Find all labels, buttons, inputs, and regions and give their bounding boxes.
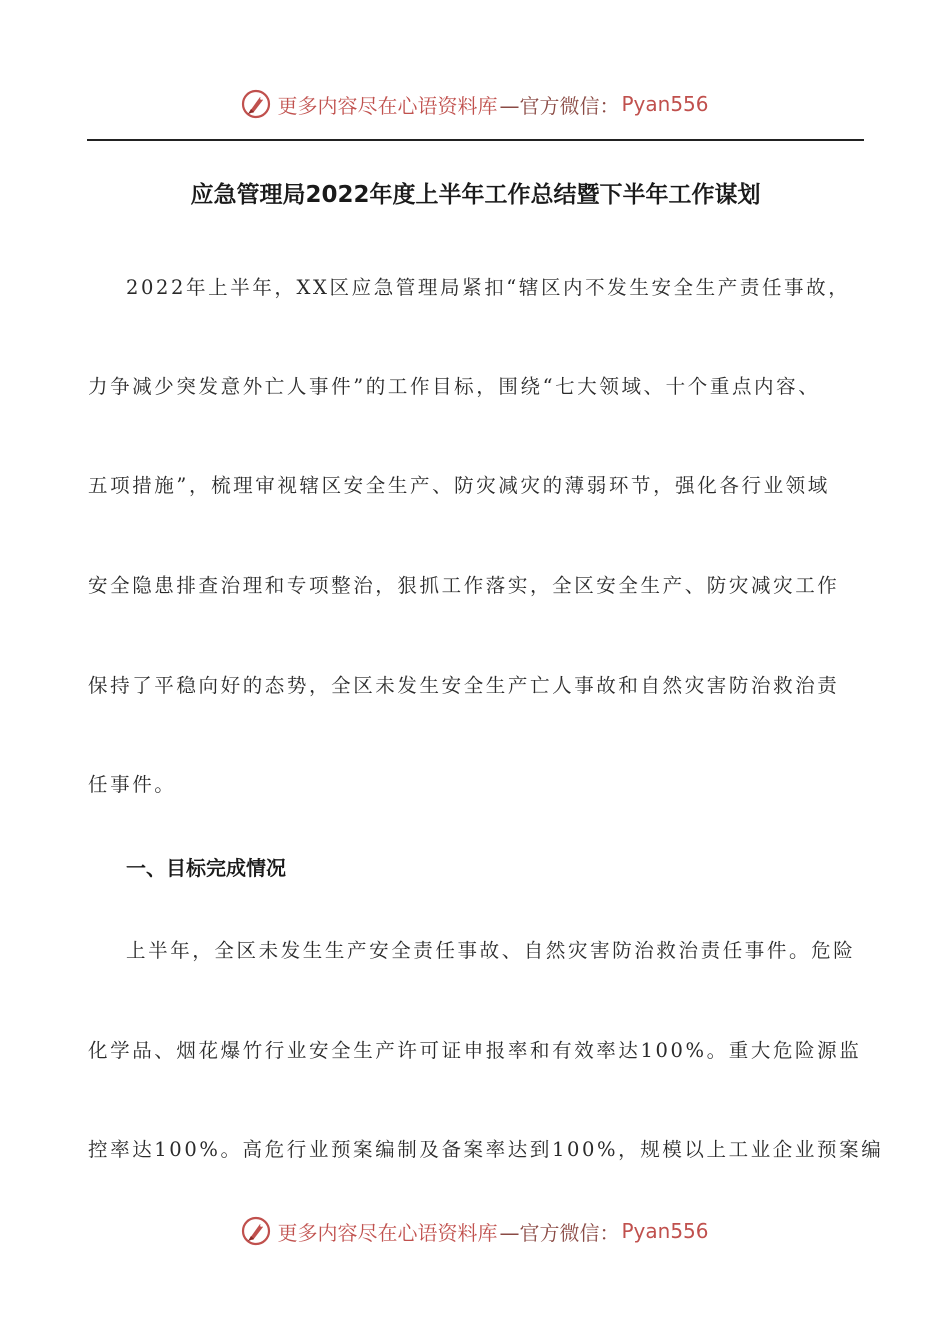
footer-banner [0, 1211, 950, 1251]
paragraph1-line-4: 安全隐患排查治理和专项整治，狠抓工作落实，全区安全生产、防灾减灾工作 [88, 574, 840, 597]
paragraph1-line-1: 2022年上半年，XX区应急管理局紧扣“辖区内不发生安全生产责任事故， [126, 276, 851, 299]
paragraph1-line-5: 保持了平稳向好的态势，全区未发生安全生产亡人事故和自然灾害防治救治责 [88, 674, 840, 697]
paragraph1-line-2: 力争减少突发意外亡人事件”的工作目标，围绕“七大领域、十个重点内容、 [88, 375, 821, 398]
document-title: 应急管理局2022年度上半年工作总结暨下半年工作谋划 [190, 182, 761, 208]
header-divider [87, 139, 864, 141]
pen-nib-logo-icon [241, 1216, 271, 1246]
header-official-label: —官方微信： [499, 93, 620, 118]
header-wechat-id: Pyan556 [621, 92, 709, 116]
header-banner [0, 84, 950, 124]
footer-wechat-id: Pyan556 [621, 1219, 709, 1243]
paragraph2-line-3: 控率达100%。高危行业预案编制及备案率达到100%，规模以上工业企业预案编 [88, 1138, 884, 1161]
footer-official-label: —官方微信： [499, 1220, 620, 1245]
pen-nib-logo-icon [241, 89, 271, 119]
paragraph2-line-1: 上半年，全区未发生生产安全责任事故、自然灾害防治救治责任事件。危险 [126, 939, 856, 962]
paragraph1-line-3: 五项措施”，梳理审视辖区安全生产、防灾减灾的薄弱环节，强化各行业领域 [88, 474, 830, 497]
section-heading-targets: 一、目标完成情况 [126, 856, 286, 880]
footer-brand-text: 更多内容尽在心语资料库 [277, 1220, 498, 1245]
paragraph1-line-6: 任事件。 [88, 773, 177, 796]
header-brand-text: 更多内容尽在心语资料库 [277, 93, 498, 118]
paragraph2-line-2: 化学品、烟花爆竹行业安全生产许可证申报率和有效率达100%。重大危险源监 [88, 1039, 862, 1062]
